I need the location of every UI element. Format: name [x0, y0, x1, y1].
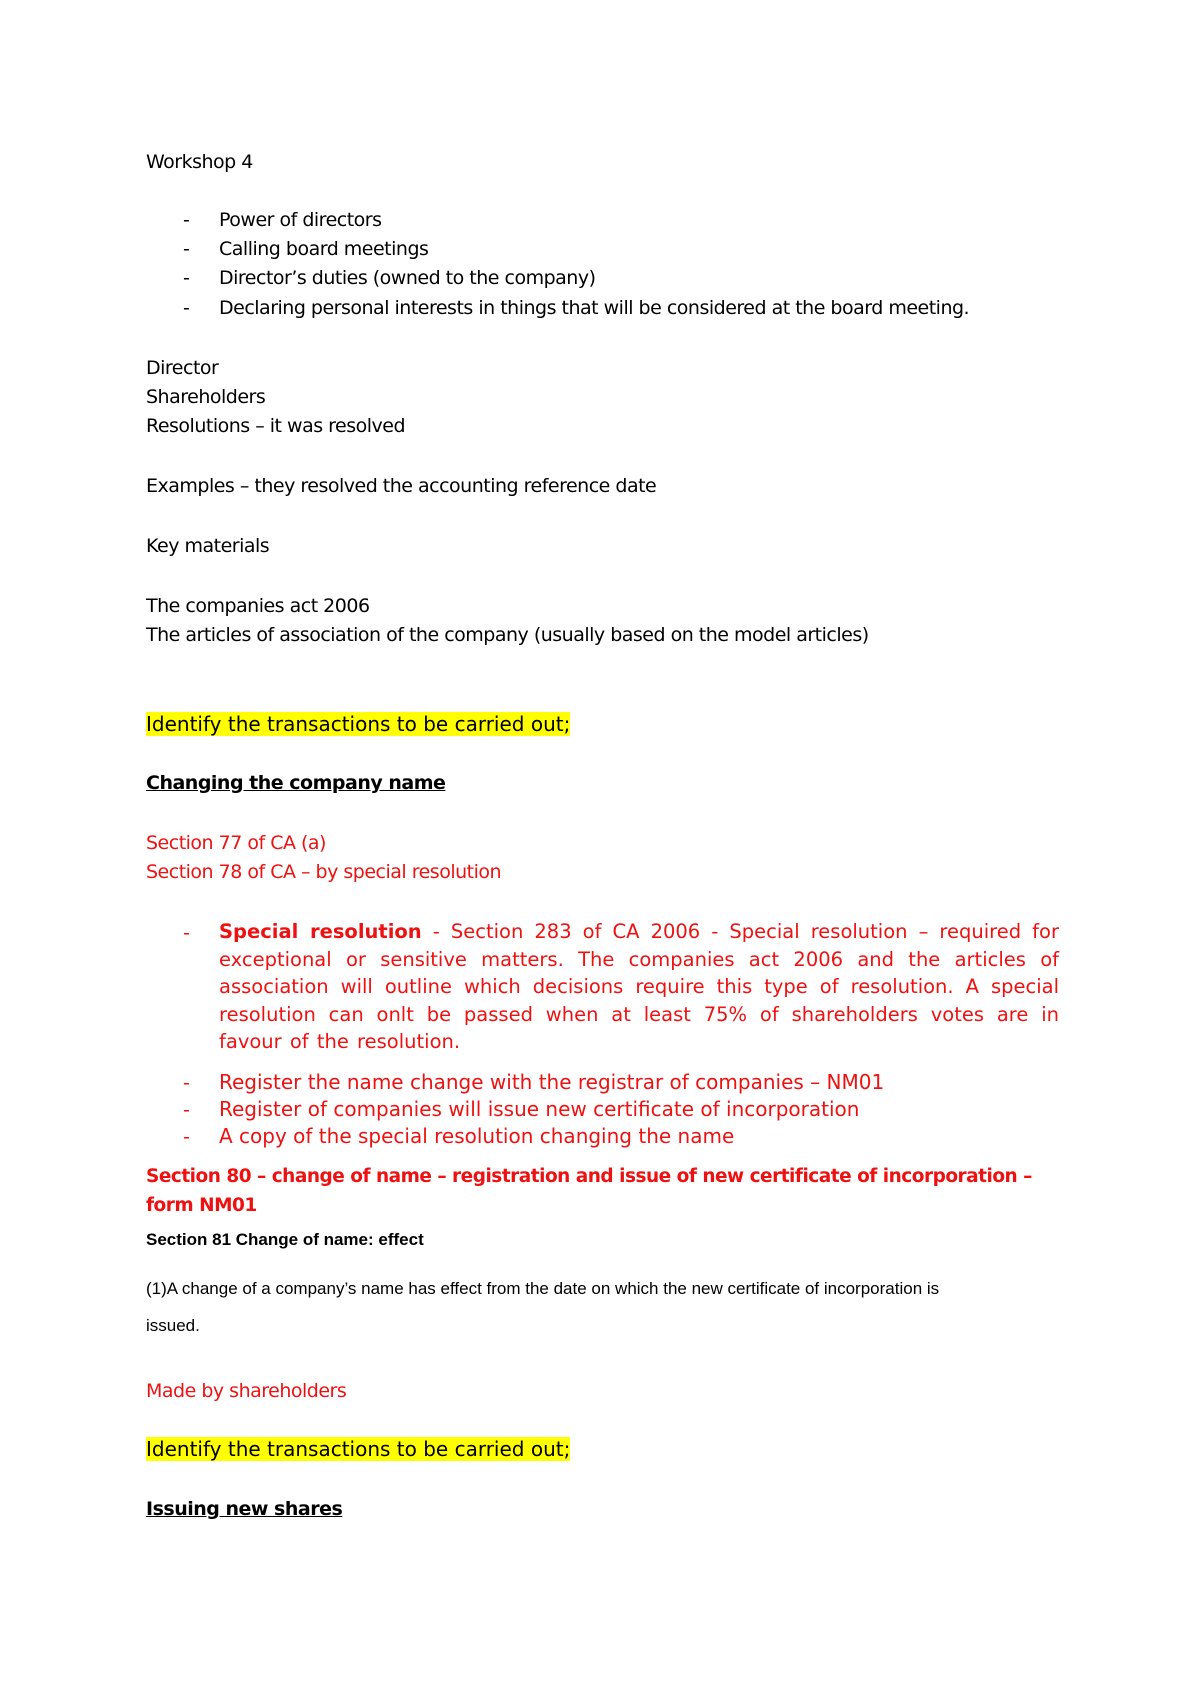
term-line: Shareholders — [146, 386, 266, 408]
section-heading-issue-shares: Issuing new shares — [146, 1498, 343, 1520]
section-81-heading: Section 81 Change of name: effect — [146, 1230, 424, 1249]
section-heading-change-name: Changing the company name — [146, 772, 446, 794]
section-81-text: (1)A change of a company’s name has effect from the date on which the new certificate of incorporation is — [146, 1279, 940, 1298]
made-by-line: Made by shareholders — [146, 1380, 347, 1402]
special-resolution-paragraph — [219, 918, 1059, 1056]
term-line: Director — [146, 357, 219, 379]
agenda-item: Power of directors — [219, 209, 382, 231]
special-resolution-label: Special resolution — [219, 920, 422, 943]
section-77-line: Section 77 of CA (a) — [146, 832, 326, 854]
special-resolution-text: - Section 283 of CA 2006 - Special resolution – required for exceptional or sensitive matters. The companies act 2006 and the articles of association will outline which decisions require this type of resolution. A special resolution can onlt be passed when at least 75% of shareholders votes are in favour of the resolution. — [219, 920, 1059, 1053]
key-material-item: The companies act 2006 — [146, 595, 370, 617]
section-80-line: Section 80 – change of name – registration and issue of new certificate of incorporation – — [146, 1166, 1032, 1187]
section-78-line: Section 78 of CA – by special resolution — [146, 861, 502, 883]
bullet-dash: - — [183, 267, 190, 289]
agenda-item: Declaring personal interests in things that will be considered at the board meeting. — [219, 297, 970, 319]
highlighted-instruction — [146, 1437, 570, 1462]
highlight-text: Identify the transactions to be carried out; — [146, 712, 571, 736]
highlighted-instruction — [146, 712, 570, 737]
bullet-dash: - — [183, 1099, 190, 1121]
step-item: Register of companies will issue new certificate of incorporation — [219, 1097, 860, 1121]
bullet-dash: - — [183, 238, 190, 260]
section-80-line: form NM01 — [146, 1195, 257, 1216]
key-materials-heading: Key materials — [146, 535, 270, 557]
bullet-dash: - — [183, 209, 190, 231]
document-title: Workshop 4 — [146, 151, 253, 173]
examples-line: Examples – they resolved the accounting reference date — [146, 475, 657, 497]
bullet-dash: - — [183, 922, 190, 944]
bullet-dash: - — [183, 297, 190, 319]
key-material-item: The articles of association of the company (usually based on the model articles) — [146, 624, 869, 646]
section-81-text: issued. — [146, 1316, 200, 1335]
bullet-dash: - — [183, 1072, 190, 1094]
agenda-item: Director’s duties (owned to the company) — [219, 267, 596, 289]
step-item: A copy of the special resolution changing the name — [219, 1124, 735, 1148]
term-line: Resolutions – it was resolved — [146, 415, 406, 437]
highlight-text: Identify the transactions to be carried out; — [146, 1437, 571, 1461]
step-item: Register the name change with the registrar of companies – NM01 — [219, 1070, 885, 1094]
agenda-item: Calling board meetings — [219, 238, 429, 260]
bullet-dash: - — [183, 1126, 190, 1148]
